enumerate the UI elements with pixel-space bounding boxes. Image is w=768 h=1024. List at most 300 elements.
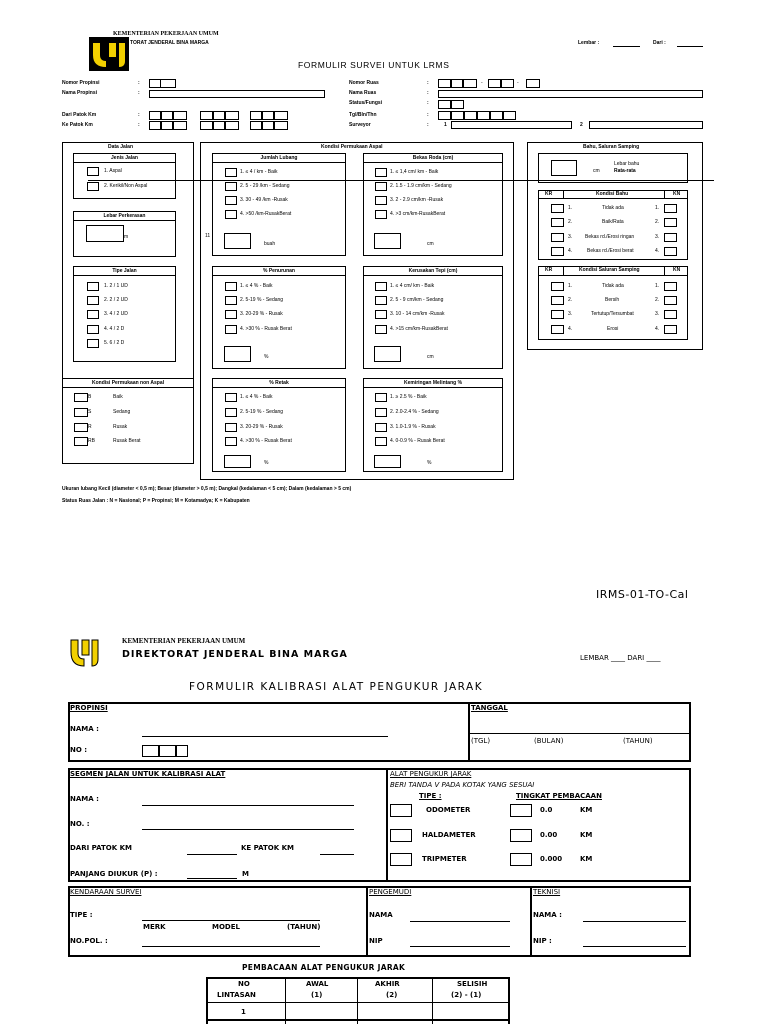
lebar-perkerasan-title: Lebar Perkerasan [74, 212, 175, 221]
segmen-no-field[interactable] [142, 829, 354, 830]
pengemudi-nama-label: NAMA [369, 911, 393, 919]
tipe-jalan-label: 2. 2 / 2 UD [104, 297, 128, 303]
lubang-label: 2. 5 - 29 /km - Sedang [240, 183, 290, 189]
penurunan-checkbox[interactable] [225, 310, 237, 319]
nomor-ruas-box[interactable] [488, 79, 501, 88]
nomor-ruas-box[interactable] [451, 79, 463, 88]
non-aspal-box [62, 378, 194, 464]
bahu-item: Bekas rd./Erosi berat [587, 248, 634, 254]
saluran-item: Tertutup/Tersumbat [591, 311, 634, 317]
propinsi-no-box[interactable] [142, 745, 159, 757]
kendaraan-header: KENDARAAN SURVEI [70, 888, 142, 896]
saluran-kr-checkbox[interactable] [551, 296, 564, 305]
surveyor-1-number: 1 [444, 122, 447, 128]
tgl-label: (TGL) [471, 737, 491, 745]
pengemudi-nip-field[interactable] [410, 946, 510, 947]
roda-label: 2. 1.5 - 1.9 cm/km - Sedang [390, 183, 452, 189]
tripmeter-checkbox[interactable] [390, 853, 412, 866]
tipe-jalan-label: 5. 6 / 2 D [104, 340, 125, 346]
roda-unit: cm [427, 241, 434, 247]
jenis-jalan-box [73, 153, 176, 199]
bahu-kr-checkbox[interactable] [551, 247, 564, 256]
saluran-kn-checkbox[interactable] [664, 282, 677, 291]
colon: : [138, 80, 140, 86]
lubang-checkbox[interactable] [225, 196, 237, 205]
non-aspal-title: Kondisi Permukaan non Aspal [63, 379, 193, 388]
tingkat-header: TINGKAT PEMBACAAN [516, 792, 602, 800]
saluran-item: Bersih [605, 297, 620, 303]
non-aspal-checkbox[interactable] [74, 423, 88, 432]
pengemudi-nama-field[interactable] [410, 921, 510, 922]
field-label-nomor-propinsi: Nomor Propinsi [62, 80, 100, 86]
lebar-bahu-cm: cm [593, 168, 600, 174]
dari-patok-box[interactable] [213, 111, 225, 120]
bahu-kn-checkbox[interactable] [664, 233, 677, 242]
col-awal-sub: (1) [311, 991, 323, 999]
kerusakan-unit: cm [427, 354, 434, 360]
table-row-number: 1 [241, 1008, 246, 1016]
tipe-jalan-checkbox[interactable] [87, 310, 99, 319]
non-aspal-checkbox[interactable] [74, 393, 88, 402]
tipe-header: TIPE : [419, 792, 442, 800]
merk-label: MERK [143, 923, 166, 931]
propinsi-nama-label: NAMA : [70, 725, 99, 733]
retak-label: 2. 5-19 % - Sedang [240, 409, 284, 415]
tipe-jalan-checkbox[interactable] [87, 282, 99, 291]
segmen-no-label: NO. : [70, 820, 90, 828]
note-status: Status Ruas Jalan : N = Nasional; P = Propinsi; M = Kotamadya; K = Kabupaten [62, 498, 250, 504]
saluran-kn-checkbox[interactable] [664, 296, 677, 305]
ke-patok-box[interactable] [213, 121, 225, 130]
segmen-header: SEGMEN JALAN UNTUK KALIBRASI ALAT [70, 770, 226, 778]
saluran-kn-checkbox[interactable] [664, 310, 677, 319]
haldameter-value: 0.00 [540, 831, 558, 839]
field-label-ke-patok: Ke Patok Km [62, 122, 93, 128]
kerusakan-checkbox[interactable] [375, 325, 387, 334]
saluran-num: 3. [568, 311, 573, 317]
status-box[interactable] [438, 100, 451, 109]
panjang-field[interactable] [187, 878, 237, 879]
retak-label: 3. 20-29 % - Rusak [240, 424, 283, 430]
colon: : [138, 112, 140, 118]
bahu-num: 4. [568, 248, 573, 254]
bahu-num: 2. [655, 219, 660, 225]
kendaraan-tipe-label: TIPE : [70, 911, 93, 919]
tgl-box[interactable] [503, 111, 516, 120]
colon: : [427, 112, 429, 118]
nomor-ruas-box[interactable] [501, 79, 514, 88]
bahu-num: 1. [568, 205, 573, 211]
bahu-kr-checkbox[interactable] [551, 218, 564, 227]
alat-header: ALAT PENGUKUR JARAK [390, 770, 472, 778]
colon: : [138, 122, 140, 128]
haldameter-checkbox[interactable] [390, 829, 412, 842]
odometer-value: 0.0 [540, 806, 553, 814]
propinsi-no-box[interactable] [159, 745, 176, 757]
colon: : [427, 122, 429, 128]
retak-title: % Retak [213, 379, 345, 388]
tipe-jalan-title: Tipe Jalan [74, 267, 175, 276]
form-title: FORMULIR KALIBRASI ALAT PENGUKUR JARAK [189, 681, 484, 693]
lubang-label: 3. 30 - 49 /km -Rusak [240, 197, 288, 203]
retak-checkbox[interactable] [225, 437, 237, 446]
side-number: 11 [205, 233, 211, 239]
retak-unit: % [264, 460, 269, 466]
roda-checkbox[interactable] [375, 182, 387, 191]
ministry-name: KEMENTERIAN PEKERJAAN UMUM [113, 31, 219, 37]
col-selisih-header: SELISIH [457, 980, 488, 988]
non-aspal-label: Rusak [113, 424, 128, 430]
kerusakan-value-input[interactable] [374, 346, 401, 362]
jenis-aspal-label: 1. Aspal [104, 168, 122, 174]
roda-label: 1. ≤ 1,4 cm/ km - Baik [390, 169, 439, 175]
teknisi-nip-label: NIP : [533, 937, 552, 945]
tripmeter-label: TRIPMETER [422, 855, 467, 863]
jenis-kerikil-checkbox[interactable] [87, 182, 99, 191]
lubang-label: 4. >50 /km-RusakBerat [240, 211, 292, 217]
surveyor-1-field[interactable] [451, 121, 572, 129]
kerusakan-tepi-title: Kerusakan Tepi (cm) [364, 267, 502, 276]
tgl-box[interactable] [490, 111, 503, 120]
kerusakan-checkbox[interactable] [375, 296, 387, 305]
tgl-box[interactable] [438, 111, 451, 120]
pengemudi-nip-label: NIP [369, 937, 383, 945]
form-title: FORMULIR SURVEI UNTUK LRMS [298, 60, 450, 70]
saluran-kn-checkbox[interactable] [664, 325, 677, 334]
lembar-dari: LEMBAR ____ DARI ____ [580, 654, 661, 662]
penurunan-label: 3. 20-29 % - Rusak [240, 311, 283, 317]
kerusakan-label: 4. >15 cm/km-RusakBerat [390, 326, 448, 332]
tipe-jalan-label: 4. 4 / 2 D [104, 326, 125, 332]
col-akhir-sub: (2) [386, 991, 398, 999]
penurunan-checkbox[interactable] [225, 325, 237, 334]
tipe-jalan-checkbox[interactable] [87, 339, 99, 348]
saluran-item: Erosi [607, 326, 619, 332]
bahu-item: Bekas rd./Erosi ringan [585, 234, 635, 240]
roda-checkbox[interactable] [375, 168, 387, 177]
saluran-num: 2. [655, 297, 660, 303]
rata-rata-label: Rata-rata [614, 168, 636, 174]
odometer-label: ODOMETER [426, 806, 471, 814]
retak-checkbox[interactable] [225, 408, 237, 417]
haldameter-reading-checkbox[interactable] [510, 829, 532, 842]
propinsi-no-label: NO : [70, 746, 88, 754]
lembar-field[interactable] [613, 46, 640, 47]
bahu-kr-checkbox[interactable] [551, 204, 564, 213]
retak-label: 4. >30 % - Rusak Berat [240, 438, 292, 444]
odometer-reading-checkbox[interactable] [510, 804, 532, 817]
table-cell-awal[interactable] [286, 1003, 356, 1019]
col-no-header: NO [238, 980, 250, 988]
ke-patok-box[interactable] [225, 121, 239, 130]
segmen-nama-field[interactable] [142, 805, 354, 806]
form-code: IRMS-01-TO-Cal [596, 588, 689, 601]
odometer-km: KM [580, 806, 593, 814]
separator-dot: - [517, 80, 519, 86]
panjang-label: PANJANG DIUKUR (P) : [70, 870, 158, 878]
dari-field[interactable] [677, 46, 703, 47]
kondisi-bahu-header: Kondisi Bahu [596, 191, 629, 197]
haldameter-km: KM [580, 831, 593, 839]
propinsi-nama-field[interactable] [142, 736, 388, 737]
saluran-kr-checkbox[interactable] [551, 282, 564, 291]
col-no-sub: LINTASAN [217, 991, 256, 999]
tripmeter-km: KM [580, 855, 593, 863]
dari-patok-box[interactable] [161, 111, 173, 120]
roda-checkbox[interactable] [375, 210, 387, 219]
kerusakan-label: 1. ≤ 4 cm/ km - Baik [390, 283, 435, 289]
kn-header: KN [673, 191, 681, 197]
dari-patok-box[interactable] [262, 111, 274, 120]
data-jalan-title: Data Jalan [108, 144, 134, 150]
kerusakan-checkbox[interactable] [375, 310, 387, 319]
penurunan-title: % Penurunan [213, 267, 345, 276]
ke-patok-field[interactable] [320, 854, 354, 855]
non-aspal-code: B [88, 394, 92, 400]
bahu-num: 3. [655, 234, 660, 240]
colon: : [138, 90, 140, 96]
non-aspal-code: S [88, 409, 92, 415]
segmen-alat-section [68, 768, 691, 882]
kondisi-aspal-title: Kondisi Permukaan Aspal [321, 144, 383, 150]
penurunan-unit: % [264, 354, 269, 360]
nomor-ruas-box[interactable] [526, 79, 540, 88]
saluran-num: 1. [568, 283, 573, 289]
kendaraan-tipe-field[interactable] [142, 920, 320, 921]
tripmeter-reading-checkbox[interactable] [510, 853, 532, 866]
field-label-nama-propinsi: Nama Propinsi [62, 90, 98, 96]
ke-patok-box[interactable] [161, 121, 173, 130]
kemiringan-checkbox[interactable] [375, 423, 387, 432]
kr-header: KR [545, 191, 553, 197]
kemiringan-value-input[interactable] [374, 455, 401, 468]
non-aspal-code: RB [88, 438, 95, 444]
colon: : [427, 80, 429, 86]
saluran-kr-checkbox[interactable] [551, 310, 564, 319]
saluran-kr-checkbox[interactable] [551, 325, 564, 334]
penurunan-label: 1. ≤ 4 % - Baik [240, 283, 273, 289]
bahu-num: 1. [655, 205, 660, 211]
kemiringan-checkbox[interactable] [375, 393, 387, 402]
nama-propinsi-field[interactable] [149, 90, 325, 98]
bahu-kn-checkbox[interactable] [664, 204, 677, 213]
bekas-roda-title: Bekas Roda (cm) [364, 154, 502, 163]
odometer-checkbox[interactable] [390, 804, 412, 817]
stray-line [88, 180, 714, 181]
lubang-label: 1. ≤ 4 / km - Baik [240, 169, 278, 175]
fungsi-box[interactable] [451, 100, 464, 109]
col-awal-header: AWAL [306, 980, 329, 988]
surveyor-2-number: 2 [580, 122, 583, 128]
tgl-box[interactable] [477, 111, 490, 120]
saluran-num: 1. [655, 283, 660, 289]
lebar-perkerasan-input[interactable] [86, 225, 124, 242]
col-akhir-header: AKHIR [375, 980, 400, 988]
bahu-num: 2. [568, 219, 573, 225]
surveyor-2-field[interactable] [589, 121, 703, 129]
teknisi-nama-field[interactable] [583, 921, 686, 922]
kemiringan-checkbox[interactable] [375, 408, 387, 417]
ministry-logo-icon [68, 637, 104, 671]
teknisi-nip-field[interactable] [583, 946, 686, 947]
ministry-name: KEMENTERIAN PEKERJAAN UMUM [122, 637, 246, 645]
ke-patok-box[interactable] [200, 121, 213, 130]
penurunan-checkbox[interactable] [225, 282, 237, 291]
lubang-checkbox[interactable] [225, 182, 237, 191]
tipe-jalan-label: 3. 4 / 2 UD [104, 311, 128, 317]
field-label-nama-ruas: Nama Ruas [349, 90, 377, 96]
roda-checkbox[interactable] [375, 196, 387, 205]
segmen-nama-label: NAMA : [70, 795, 99, 803]
non-aspal-label: Rusak Berat [113, 438, 141, 444]
teknisi-header: TEKNISI [533, 888, 561, 896]
nopol-label: NO.POL. : [70, 937, 108, 945]
dari-patok-box[interactable] [173, 111, 187, 120]
non-aspal-label: Sedang [113, 409, 131, 415]
lebar-unit: m [124, 234, 129, 240]
roda-value-input[interactable] [374, 233, 401, 249]
retak-checkbox[interactable] [225, 423, 237, 432]
bahu-item: Tidak ada [602, 205, 624, 211]
lembar-label: Lembar : [578, 40, 600, 46]
dari-patok-box[interactable] [250, 111, 262, 120]
dari-patok-field[interactable] [187, 854, 237, 855]
nama-ruas-field[interactable] [438, 90, 703, 98]
panjang-unit: M [242, 870, 249, 878]
penurunan-value-input[interactable] [224, 346, 251, 362]
retak-label: 1. ≤ 4 % - Baik [240, 394, 273, 400]
dari-patok-box[interactable] [200, 111, 213, 120]
bulan-label: (BULAN) [534, 737, 564, 745]
kemiringan-label: 3. 1.0-1.9 % - Rusak [390, 424, 436, 430]
tipe-jalan-checkbox[interactable] [87, 296, 99, 305]
non-aspal-code: R [88, 424, 92, 430]
note-lubang: Ukuran lubang Kecil (diameter < 0,5 m); Besar (diameter > 0,5 m); Dangkal (kedalaman < 5 cm); Dalam (kedalaman > 5 cm) [62, 486, 352, 492]
roda-label: 3. 2 - 2.9 cm/km -Rusak [390, 197, 444, 203]
pengemudi-header: PENGEMUDI [369, 888, 412, 896]
beri-tanda-note: BERI TANDA V PADA KOTAK YANG SESUAI [390, 781, 535, 789]
jenis-aspal-checkbox[interactable] [87, 167, 99, 176]
bahu-item: Baik/Rata [602, 219, 624, 225]
field-label-status-fungsi: Status/Fungsi [349, 100, 383, 106]
field-label-tgl: Tgl/Bln/Thn [349, 112, 377, 118]
pembacaan-title: PEMBACAAN ALAT PENGUKUR JARAK [242, 963, 406, 972]
kendaraan-tahun-label: (TAHUN) [287, 923, 321, 931]
jumlah-lubang-title: Jumlah Lubang [213, 154, 345, 163]
saluran-header: Kondisi Saluran Samping [579, 267, 640, 273]
kemiringan-label: 2. 2.0-2.4 % - Sedang [390, 409, 439, 415]
ministry-logo-icon [89, 37, 129, 71]
tipe-jalan-checkbox[interactable] [87, 325, 99, 334]
kerusakan-label: 3. 10 - 14 cm/km -Rusak [390, 311, 445, 317]
tgl-box[interactable] [464, 111, 477, 120]
kemiringan-checkbox[interactable] [375, 437, 387, 446]
saluran-num: 4. [655, 326, 660, 332]
ke-patok-box[interactable] [250, 121, 262, 130]
bahu-kr-checkbox[interactable] [551, 233, 564, 242]
tanggal-header: TANGGAL [471, 704, 508, 712]
kerusakan-checkbox[interactable] [375, 282, 387, 291]
kerusakan-label: 2. 5 - 9 cm/km - Sedang [390, 297, 444, 303]
saluran-num: 2. [568, 297, 573, 303]
lubang-value-input[interactable] [224, 233, 251, 249]
nomor-ruas-box[interactable] [438, 79, 451, 88]
field-label-dari-patok: Dari Patok Km [62, 112, 97, 118]
non-aspal-checkbox[interactable] [74, 437, 88, 446]
lebar-bahu-input[interactable] [551, 160, 577, 176]
lebar-bahu-label: Lebar bahu [614, 161, 640, 167]
nomor-propinsi-box[interactable] [160, 79, 176, 88]
haldameter-label: HALDAMETER [422, 831, 476, 839]
retak-checkbox[interactable] [225, 393, 237, 402]
jenis-jalan-title: Jenis Jalan [74, 154, 175, 163]
kr-header: KR [545, 267, 553, 273]
bahu-num: 3. [568, 234, 573, 240]
model-label: MODEL [212, 923, 240, 931]
colon: : [427, 90, 429, 96]
table-cell-akhir[interactable] [358, 1003, 431, 1019]
non-aspal-label: Baik [113, 394, 123, 400]
propinsi-header: PROPINSI [70, 704, 108, 712]
tipe-jalan-label: 1. 2 / 1 UD [104, 283, 128, 289]
lubang-checkbox[interactable] [225, 210, 237, 219]
saluran-num: 3. [655, 311, 660, 317]
directorate-name: TORAT JENDERAL BINA MARGA [130, 40, 209, 46]
tanggal-field[interactable] [470, 733, 690, 734]
field-label-surveyor: Surveyor [349, 122, 371, 128]
directorate-name: DIREKTORAT JENDERAL BINA MARGA [122, 649, 348, 660]
non-aspal-checkbox[interactable] [74, 408, 88, 417]
bahu-title: Bahu, Saluran Samping [583, 144, 640, 150]
dari-patok-box[interactable] [149, 111, 161, 120]
kemiringan-unit: % [427, 460, 432, 466]
kemiringan-label: 4. 0-0.9 % - Rusak Berat [390, 438, 445, 444]
bahu-kn-checkbox[interactable] [664, 247, 677, 256]
dari-patok-box[interactable] [274, 111, 288, 120]
teknisi-nama-label: NAMA : [533, 911, 562, 919]
nomor-ruas-box[interactable] [463, 79, 477, 88]
roda-label: 4. >3 cm/km-RusakBerat [390, 211, 446, 217]
penurunan-checkbox[interactable] [225, 296, 237, 305]
dari-patok-label: DARI PATOK KM [70, 844, 132, 852]
bahu-num: 4. [655, 248, 660, 254]
kemiringan-title: Kemiringan Melintang % [364, 379, 502, 388]
tahun-label: (TAHUN) [623, 737, 653, 745]
saluran-item: Tidak ada [602, 283, 624, 289]
tgl-box[interactable] [451, 111, 464, 120]
bahu-kn-checkbox[interactable] [664, 218, 677, 227]
jenis-kerikil-label: 2. Kerikil/Non Aspal [104, 183, 148, 189]
col-selisih-sub: (2) - (1) [451, 991, 482, 999]
tripmeter-value: 0.000 [540, 855, 563, 863]
lubang-checkbox[interactable] [225, 168, 237, 177]
colon: : [427, 100, 429, 106]
kemiringan-label: 1. ≥ 2.5 % - Baik [390, 394, 427, 400]
retak-value-input[interactable] [224, 455, 251, 468]
table-cell-selisih[interactable] [433, 1003, 508, 1019]
dari-patok-box[interactable] [225, 111, 239, 120]
ke-patok-label: KE PATOK KM [241, 844, 294, 852]
ke-patok-box[interactable] [149, 121, 161, 130]
nopol-field[interactable] [142, 946, 320, 947]
penurunan-label: 2. 5-19 % - Sedang [240, 297, 284, 303]
separator-dot: - [481, 80, 483, 86]
ke-patok-box[interactable] [262, 121, 274, 130]
ke-patok-box[interactable] [173, 121, 187, 130]
penurunan-label: 4. >30 % - Rusak Berat [240, 326, 292, 332]
ke-patok-box[interactable] [274, 121, 288, 130]
propinsi-no-box[interactable] [176, 745, 188, 757]
